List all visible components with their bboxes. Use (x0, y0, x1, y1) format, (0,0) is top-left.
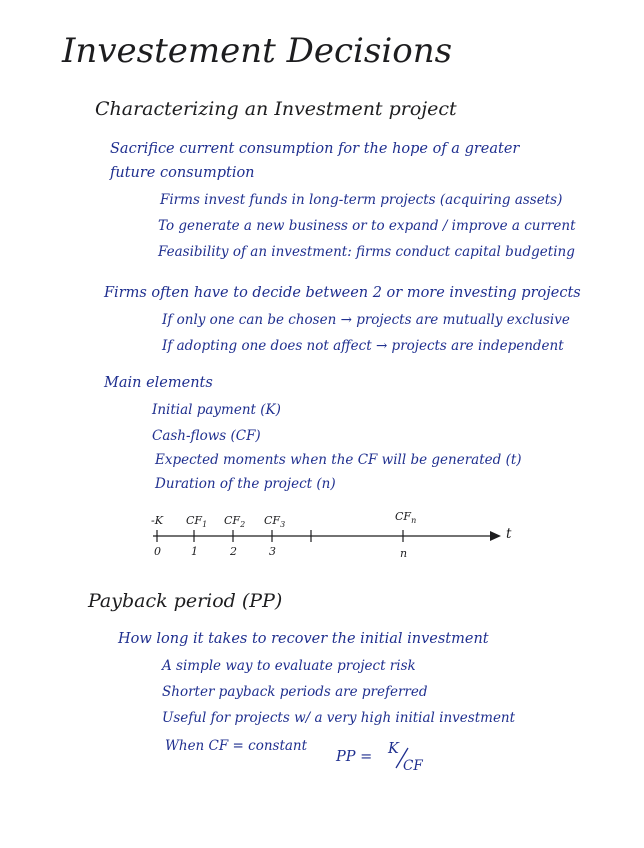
timeline-period-0: 0 (154, 545, 161, 558)
characterizing-intro-line2: future consumption (110, 165, 255, 181)
multiple-projects-bullet-2: If adopting one does not affect → projects are independent (162, 338, 564, 354)
timeline-period-n: n (400, 547, 408, 560)
timeline-period-1: 1 (191, 545, 198, 558)
main-elements-item-1: Initial payment (K) (152, 402, 281, 418)
payback-bullet-3: Useful for projects w/ a very high initial investment (162, 710, 516, 726)
characterizing-bullet-2: To generate a new business or to expand / improve a current (158, 218, 576, 234)
section-heading-characterizing: Characterizing an Investment project (95, 98, 457, 120)
payback-bullet-2: Shorter payback periods are preferred (162, 684, 428, 700)
page-title: Investement Decisions (62, 31, 453, 71)
section-heading-payback: Payback period (PP) (88, 590, 283, 612)
timeline-label-cf1: $CF_1$ (186, 514, 208, 530)
timeline-label-cf3: $CF_3$ (264, 514, 286, 530)
characterizing-bullet-1: Firms invest funds in long-term projects (acquiring assets) (160, 192, 563, 208)
characterizing-intro-line1: Sacrifice current consumption for the hope of a greater (110, 141, 520, 157)
characterizing-bullet-3: Feasibility of an investment: firms conduct capital budgeting (158, 244, 575, 260)
multiple-projects-heading: Firms often have to decide between 2 or more investing projects (104, 285, 581, 301)
payback-bullet-1: A simple way to evaluate project risk (162, 658, 416, 674)
multiple-projects-bullet-1: If only one can be chosen → projects are mutually exclusive (162, 312, 570, 328)
payback-intro: How long it takes to recover the initial investment (118, 631, 489, 647)
timeline-arrowhead (490, 531, 501, 541)
main-elements-item-4: Duration of the project (n) (155, 476, 336, 492)
payback-formula-lhs: PP = (336, 749, 373, 765)
timeline-period-3: 3 (269, 545, 276, 558)
timeline-label-cfn: $CF_n$ (395, 510, 417, 526)
main-elements-heading: Main elements (104, 375, 213, 391)
payback-formula-denominator: CF (403, 758, 423, 774)
main-elements-item-2: Cash-flows (CF) (152, 428, 261, 444)
timeline-axis-label: t (506, 526, 512, 542)
timeline-label-cf2: $CF_2$ (224, 514, 246, 530)
timeline-label-k: -K (151, 514, 163, 527)
cash-flow-timeline (145, 528, 525, 568)
main-elements-item-3: Expected moments when the CF will be generated (t) (155, 452, 522, 468)
timeline-period-2: 2 (230, 545, 237, 558)
payback-constant-line: When CF = constant (165, 738, 308, 754)
payback-formula-numerator: K (388, 741, 399, 757)
